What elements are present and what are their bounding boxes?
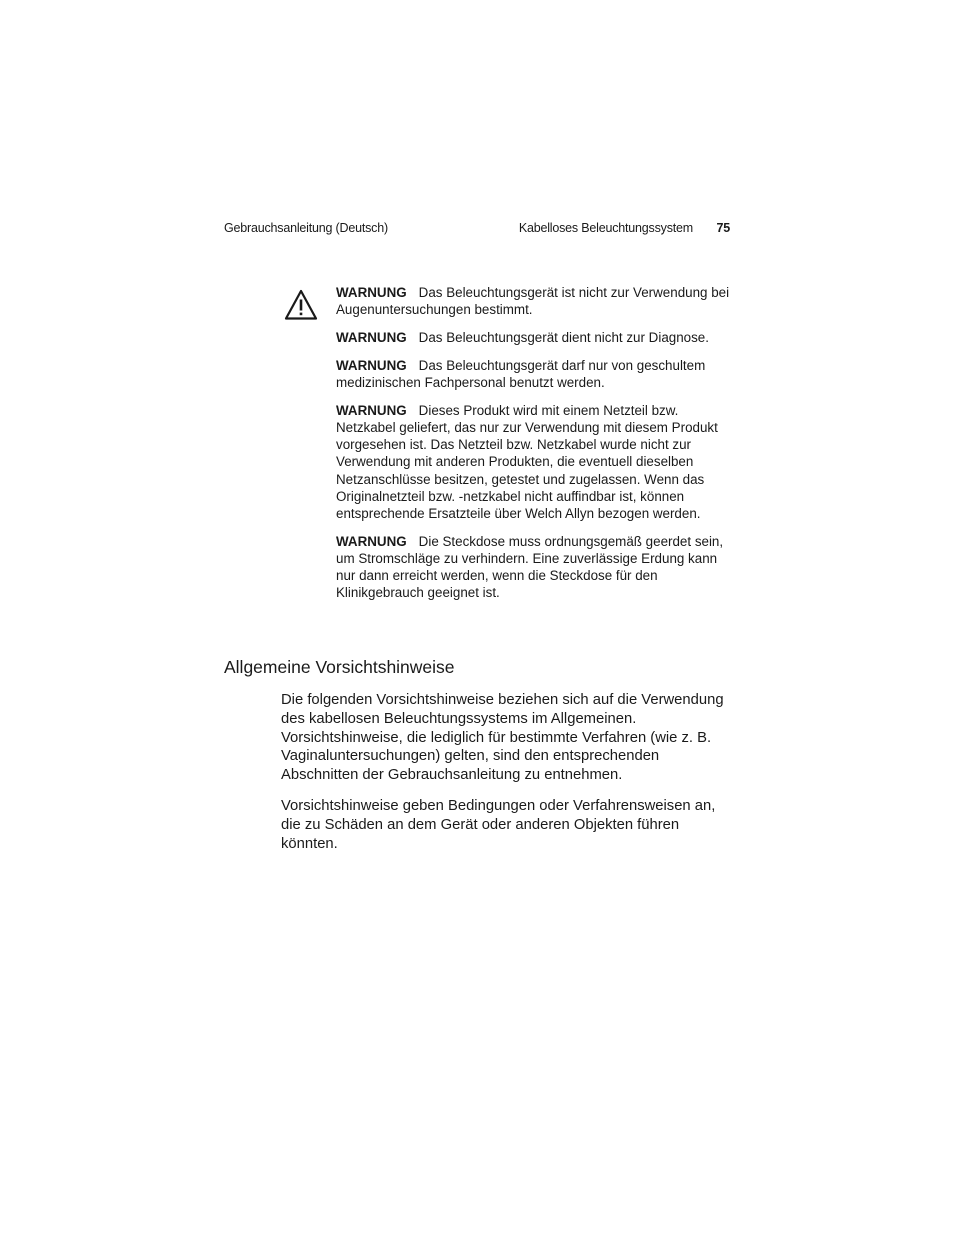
header-document-title: Gebrauchsanleitung (Deutsch) bbox=[224, 221, 388, 235]
warning-item bbox=[336, 402, 730, 522]
warning-item bbox=[336, 533, 730, 602]
warning-text: Das Beleuchtungsgerät darf nur von geschultem medizinischen Fachpersonal benutzt werden. bbox=[336, 357, 706, 390]
warning-text: Das Beleuchtungsgerät dient nicht zur Diagnose. bbox=[418, 330, 709, 345]
warning-label: WARNUNG bbox=[336, 533, 407, 549]
section-heading: Allgemeine Vorsichtshinweise bbox=[224, 657, 455, 677]
warning-triangle-icon bbox=[284, 289, 318, 321]
warning-text: Die Steckdose muss ordnungsgemäß geerdet sein, um Stromschläge zu verhindern. Eine zuverlässige Erdung kann nur dann erreicht werden, wenn die Steckdose für den Klinikgebrauch geeignet ist. bbox=[336, 533, 724, 601]
warning-text: Das Beleuchtungsgerät ist nicht zur Verwendung bei Augenuntersuchungen bestimmt. bbox=[336, 285, 730, 318]
warning-item bbox=[336, 284, 730, 318]
warning-label: WARNUNG bbox=[336, 285, 407, 300]
body-paragraph: Die folgenden Vorsichtshinweise beziehen sich auf die Verwendung des kabellosen Beleuchtungssystems im Allgemeinen. Vorsichtshinweise, die lediglich für bestimmte Verfahren (wie z. B. Vaginaluntersuchungen) gelten, sind den entsprechenden Abschnitten der Gebrauchsanleitung zu entnehmen. bbox=[281, 692, 724, 784]
header-product-title: Kabelloses Beleuchtungssystem bbox=[518, 221, 693, 235]
warning-label: WARNUNG bbox=[336, 402, 407, 418]
body-paragraph: Vorsichtshinweise geben Bedingungen oder Verfahrensweisen an, die zu Schäden an dem Gerät oder anderen Objekten führen könnten. bbox=[281, 798, 716, 853]
warning-label: WARNUNG bbox=[336, 330, 407, 345]
section-body bbox=[281, 691, 731, 866]
warning-item bbox=[336, 357, 730, 391]
page-header bbox=[224, 221, 730, 239]
warning-label: WARNUNG bbox=[336, 357, 407, 373]
page-number: 75 bbox=[716, 221, 730, 235]
warning-text: Dieses Produkt wird mit einem Netzteil bzw. Netzkabel geliefert, das nur zur Verwendung mit diesem Produkt vorgesehen ist. Das Netzteil bzw. Netzkabel wurde nicht zur Verwendung mit anderen Produkten, die eventuell dieselben Netzanschlüsse besitzen, getestet und zugelassen. Wenn das Originalnetzteil bzw. -netzkabel nicht auffindbar ist, können entsprechende Ersatzteile über Welch Allyn bezogen werden. bbox=[336, 402, 718, 522]
warning-item bbox=[336, 329, 730, 346]
warnings-list bbox=[336, 284, 730, 612]
